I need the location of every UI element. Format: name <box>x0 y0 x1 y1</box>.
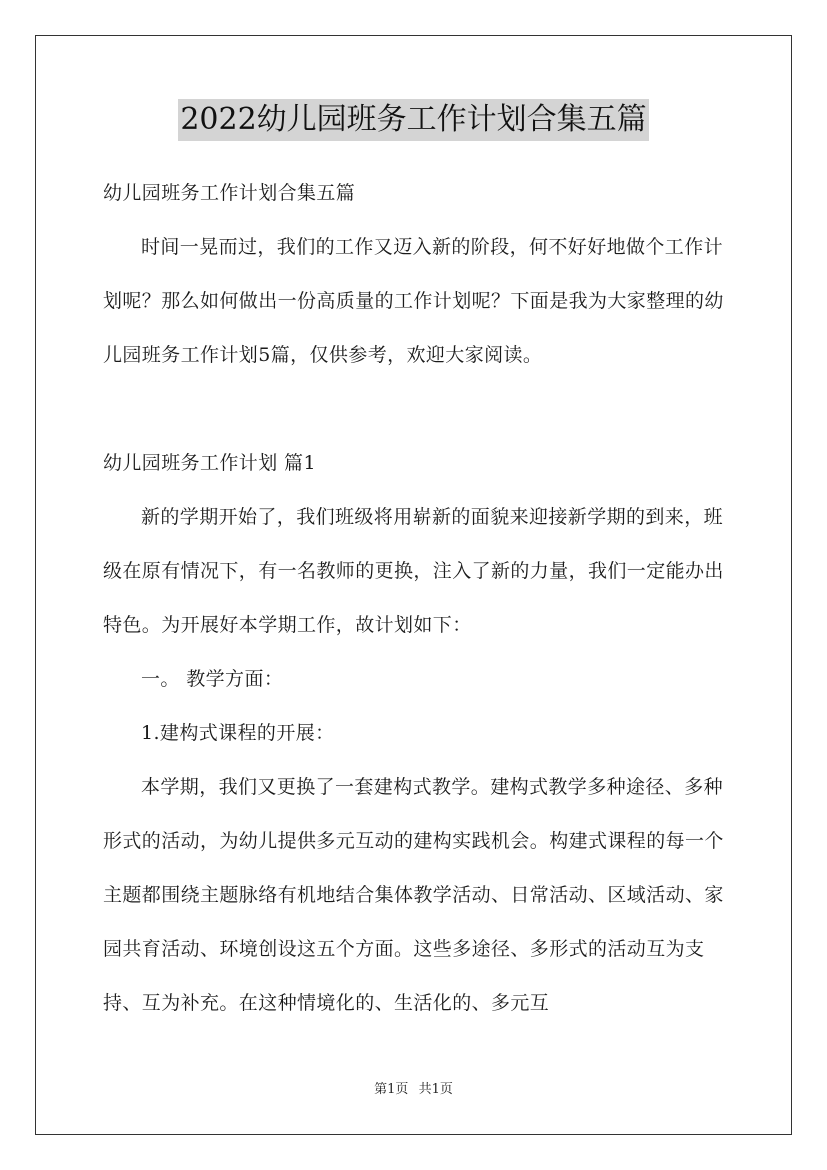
document-body <box>103 166 729 1030</box>
title-container <box>0 99 827 141</box>
page-footer <box>0 1081 827 1099</box>
numbered-heading: 1.建构式课程的开展： <box>141 722 335 744</box>
page-total: 共1页 <box>418 1082 453 1097</box>
page-number: 第1页 <box>374 1082 409 1097</box>
subsection-heading: 一。 教学方面： <box>141 668 284 690</box>
document-title: 2022幼儿园班务工作计划合集五篇 <box>178 99 648 141</box>
subtitle-heading: 幼儿园班务工作计划合集五篇 <box>103 182 356 204</box>
body-paragraph: 本学期，我们又更换了一套建构式教学。建构式教学多种途径、多种形式的活动，为幼儿提供多元互动的建构实践机会。构建式课程的每一个主题都围绕主题脉络有机地结合集体教学活动、日常活动、区域活动、家园共育活动、环境创设这五个方面。这些多途径、多形式的活动互为支持、互为补充。在这种情境化的、生活化的、多元互 <box>103 776 724 1014</box>
intro-paragraph: 时间一晃而过，我们的工作又迈入新的阶段，何不好好地做个工作计划呢？那么如何做出一份高质量的工作计划呢？下面是我为大家整理的幼儿园班务工作计划5篇，仅供参考，欢迎大家阅读。 <box>103 236 724 366</box>
body-paragraph: 新的学期开始了，我们班级将用崭新的面貌来迎接新学期的到来，班级在原有情况下，有一名教师的更换，注入了新的力量，我们一定能办出特色。为开展好本学期工作，故计划如下： <box>103 506 724 636</box>
section-heading-part1: 幼儿园班务工作计划 篇1 <box>103 452 316 474</box>
blank-line <box>103 382 729 436</box>
